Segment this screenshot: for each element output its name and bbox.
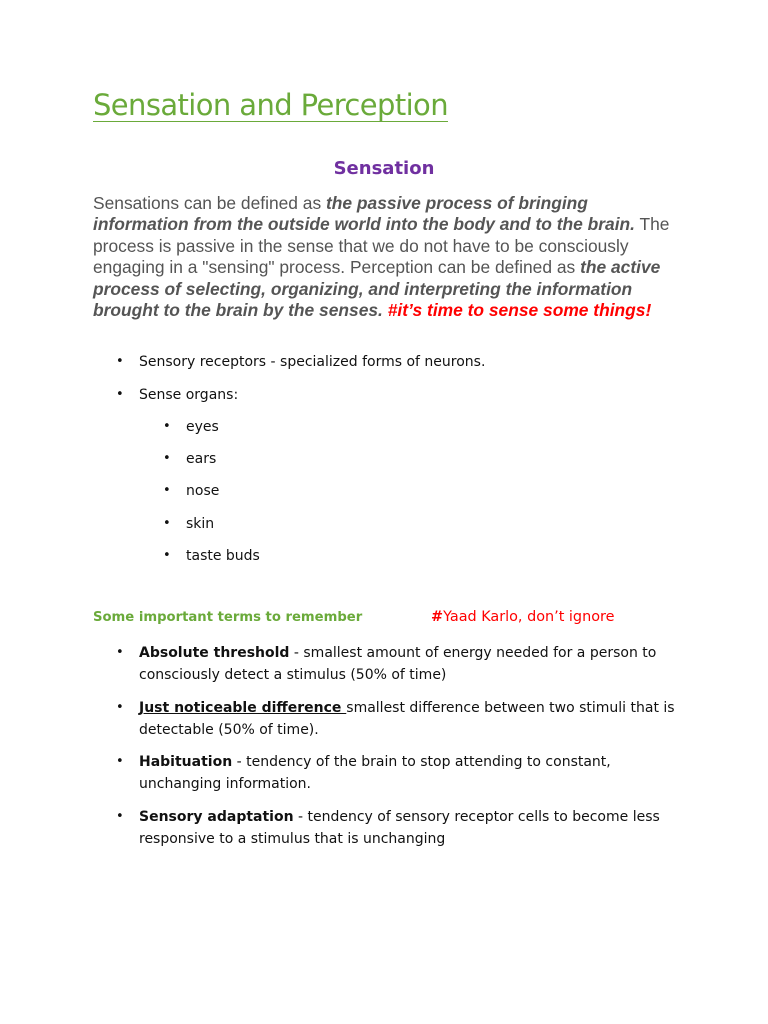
- term-definition: smallest difference between two stimuli that is detectable (50% of time).: [139, 699, 675, 738]
- term-item: [116, 642, 684, 686]
- page-title: Sensation and Perception: [93, 88, 448, 122]
- intro-text-2: The process is passive in the sense that we do not have to be consciously engaging in a "sensing" process. Perception can be defined as: [93, 214, 670, 278]
- term-item: [116, 751, 684, 795]
- list-item: [163, 449, 260, 481]
- hash-mark: #: [431, 609, 444, 625]
- list-item: [163, 481, 260, 513]
- term-definition: - tendency of the brain to stop attending to constant, unchanging information.: [139, 754, 611, 792]
- list-item-text: Sense organs:: [139, 386, 239, 403]
- list-item: [116, 352, 486, 385]
- bullet-icon: •: [163, 451, 171, 467]
- list-item: [163, 417, 260, 449]
- bullet-icon: •: [116, 645, 124, 660]
- term-name: Habituation: [139, 754, 233, 770]
- sense-organs-list: [163, 417, 260, 578]
- list-item: [163, 514, 260, 546]
- bullet-icon: •: [163, 547, 171, 563]
- section-heading: Sensation: [333, 158, 435, 179]
- terms-hashtag: [431, 609, 614, 625]
- bullet-icon: •: [116, 354, 124, 369]
- list-item: [163, 546, 260, 578]
- term-item: [116, 697, 684, 741]
- term-name: Absolute threshold: [139, 645, 290, 661]
- term-definition: - tendency of sensory receptor cells to become less responsive to a stimulus that is unchanging: [139, 808, 660, 847]
- sense-organ: ears: [186, 451, 217, 468]
- sense-organ: nose: [186, 483, 220, 500]
- list-item-text: Sensory receptors - specialized forms of neurons.: [139, 354, 486, 370]
- bullet-icon: •: [116, 808, 124, 824]
- intro-hashtag: #it’s time to sense some things!: [387, 300, 652, 321]
- bullet-icon: •: [116, 754, 124, 769]
- sense-organ: eyes: [186, 419, 219, 435]
- terms-list: [116, 642, 684, 860]
- intro-paragraph: [93, 193, 678, 321]
- intro-text-1: Sensations can be defined as: [93, 193, 327, 213]
- term-item: [116, 806, 684, 850]
- bullet-icon: •: [116, 699, 124, 715]
- sense-organ: skin: [186, 515, 215, 532]
- list-item: [116, 385, 485, 418]
- bullet-icon: •: [163, 419, 171, 434]
- perception-definition: the active process of selecting, organizing, and interpreting the information brought to the brain by the senses.: [93, 257, 661, 321]
- sense-organ: taste buds: [186, 547, 260, 564]
- bullet-icon: •: [163, 515, 171, 531]
- hashtag-text: Yaad Karlo, don’t ignore: [443, 609, 615, 625]
- term-name: Just noticeable difference: [139, 699, 347, 716]
- term-name: Sensory adaptation: [139, 808, 294, 825]
- terms-heading: Some important terms to remember: [93, 610, 363, 625]
- term-definition: - smallest amount of energy needed for a person to consciously detect a stimulus (50% of time): [139, 645, 657, 683]
- bullet-icon: •: [163, 483, 171, 499]
- sensation-definition: the passive process of bringing information from the outside world into the body and to the brain.: [93, 193, 635, 235]
- bullet-icon: •: [116, 386, 124, 402]
- sensation-list: [116, 352, 486, 417]
